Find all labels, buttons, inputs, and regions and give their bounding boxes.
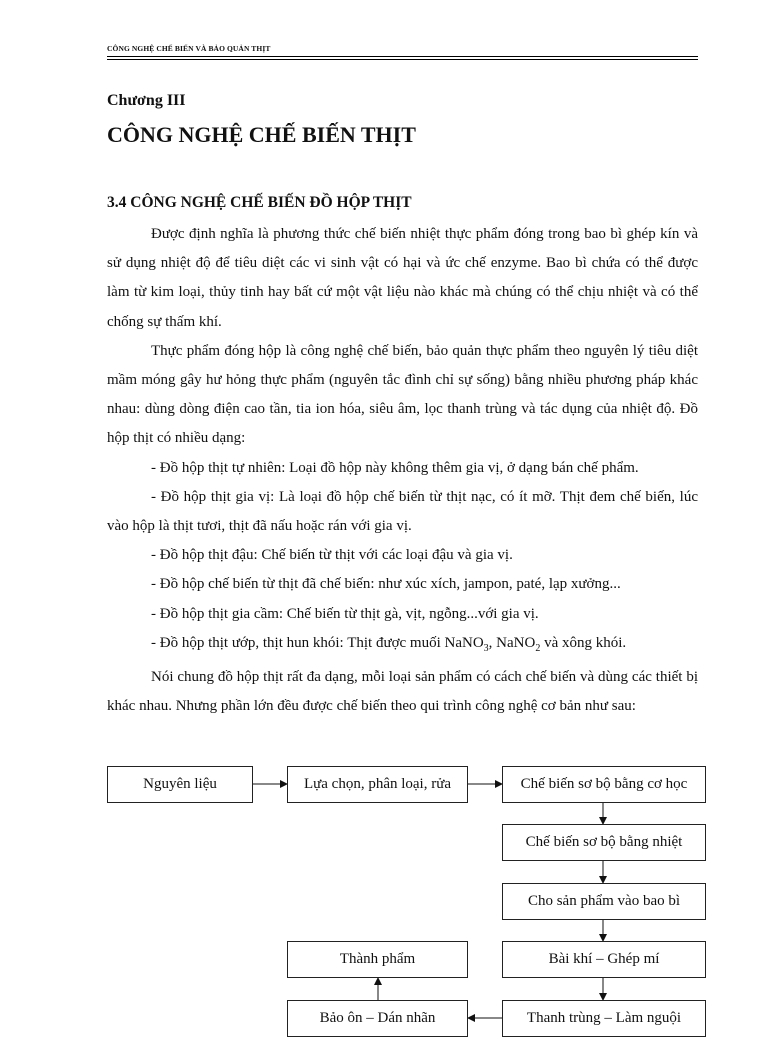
running-header: CÔNG NGHỆ CHẾ BIẾN VÀ BẢO QUẢN THỊT [107, 44, 271, 53]
flow-node-sorting-washing: Lựa chọn, phân loại, rửa [287, 766, 468, 803]
flow-node-exhaust-seaming: Bài khí – Ghép mí [502, 941, 706, 978]
flow-node-thermal-preprocessing: Chế biến sơ bộ bằng nhiệt [502, 824, 706, 861]
bullet-seasoned: - Đồ hộp thịt gia vị: Là loại đồ hộp chế biến từ thịt nạc, có ít mỡ. Thịt đem chế biến, lúc vào hộp là thịt tươi, thịt đã nấu hoặc rán với gia vị. [107, 488, 698, 535]
paragraph-definition: Được định nghĩa là phương thức chế biến nhiệt thực phẩm đóng trong bao bì ghép kín và sử dụng nhiệt độ để tiêu diệt các vi sinh vật có hại và ức chế enzyme. Bao bì chứa có thể được làm từ kim loại, thủy tinh hay bất cứ một vật liệu nào khác mà chúng có thể chịu nhiệt và có thể chống sự thấm khí. [107, 226, 698, 330]
flow-node-packing: Cho sản phẩm vào bao bì [502, 883, 706, 920]
flow-node-raw-material: Nguyên liệu [107, 766, 253, 803]
flow-node-sterilize-cool: Thanh trùng – Làm nguội [502, 1000, 706, 1037]
bullet-poultry: - Đồ hộp thịt gia cầm: Chế biến từ thịt gà, vịt, ngỗng...với gia vị. [151, 605, 539, 622]
bullet-beans: - Đồ hộp thịt đậu: Chế biến từ thịt với các loại đậu và gia vị. [151, 547, 513, 564]
subscript-2: 2 [535, 642, 541, 654]
paragraph-summary: Nói chung đồ hộp thịt rất đa dạng, mỗi loại sản phẩm có cách chế biến và dùng các thiết bị khác nhau. Nhưng phần lớn đều được chế biến theo qui trình công nghệ cơ bản như sau: [107, 669, 698, 715]
bullet-processed: - Đồ hộp chế biến từ thịt đã chế biến: như xúc xích, jampon, paté, lạp xưởng... [151, 576, 621, 593]
flow-node-mechanical-preprocessing: Chế biến sơ bộ bằng cơ học [502, 766, 706, 803]
paragraph-principle: Thực phẩm đóng hộp là công nghệ chế biến, bảo quản thực phẩm theo nguyên lý tiêu diệt mầm móng gây hư hỏng thực phẩm (nguyên tắc đình chỉ sự sống) bằng nhiều phương pháp khác nhau: dùng dòng điện cao tần, tia ion hóa, siêu âm, lọc thanh trùng và tác dụng của nhiệt độ. Đồ hộp thịt có nhiều dạng: [107, 342, 698, 447]
bullet-cured-text-2: , NaNO [488, 634, 536, 651]
bullet-natural: - Đồ hộp thịt tự nhiên: Loại đồ hộp này không thêm gia vị, ở dạng bán chế phẩm. [151, 459, 639, 476]
chapter-label: Chương III [107, 92, 186, 109]
section-title: 3.4 CÔNG NGHỆ CHẾ BIẾN ĐỒ HỘP THỊT [107, 194, 412, 211]
flow-node-finished-product: Thành phẩm [287, 941, 468, 978]
bullet-cured-text-1: - Đồ hộp thịt ướp, thịt hun khói: Thịt được muối NaNO [151, 634, 484, 651]
flow-node-storage-labeling: Bảo ôn – Dán nhãn [287, 1000, 468, 1037]
chapter-title: CÔNG NGHỆ CHẾ BIẾN THỊT [107, 122, 416, 147]
bullet-cured-text-3: và xông khói. [540, 634, 627, 651]
subscript-3: 3 [483, 642, 489, 654]
